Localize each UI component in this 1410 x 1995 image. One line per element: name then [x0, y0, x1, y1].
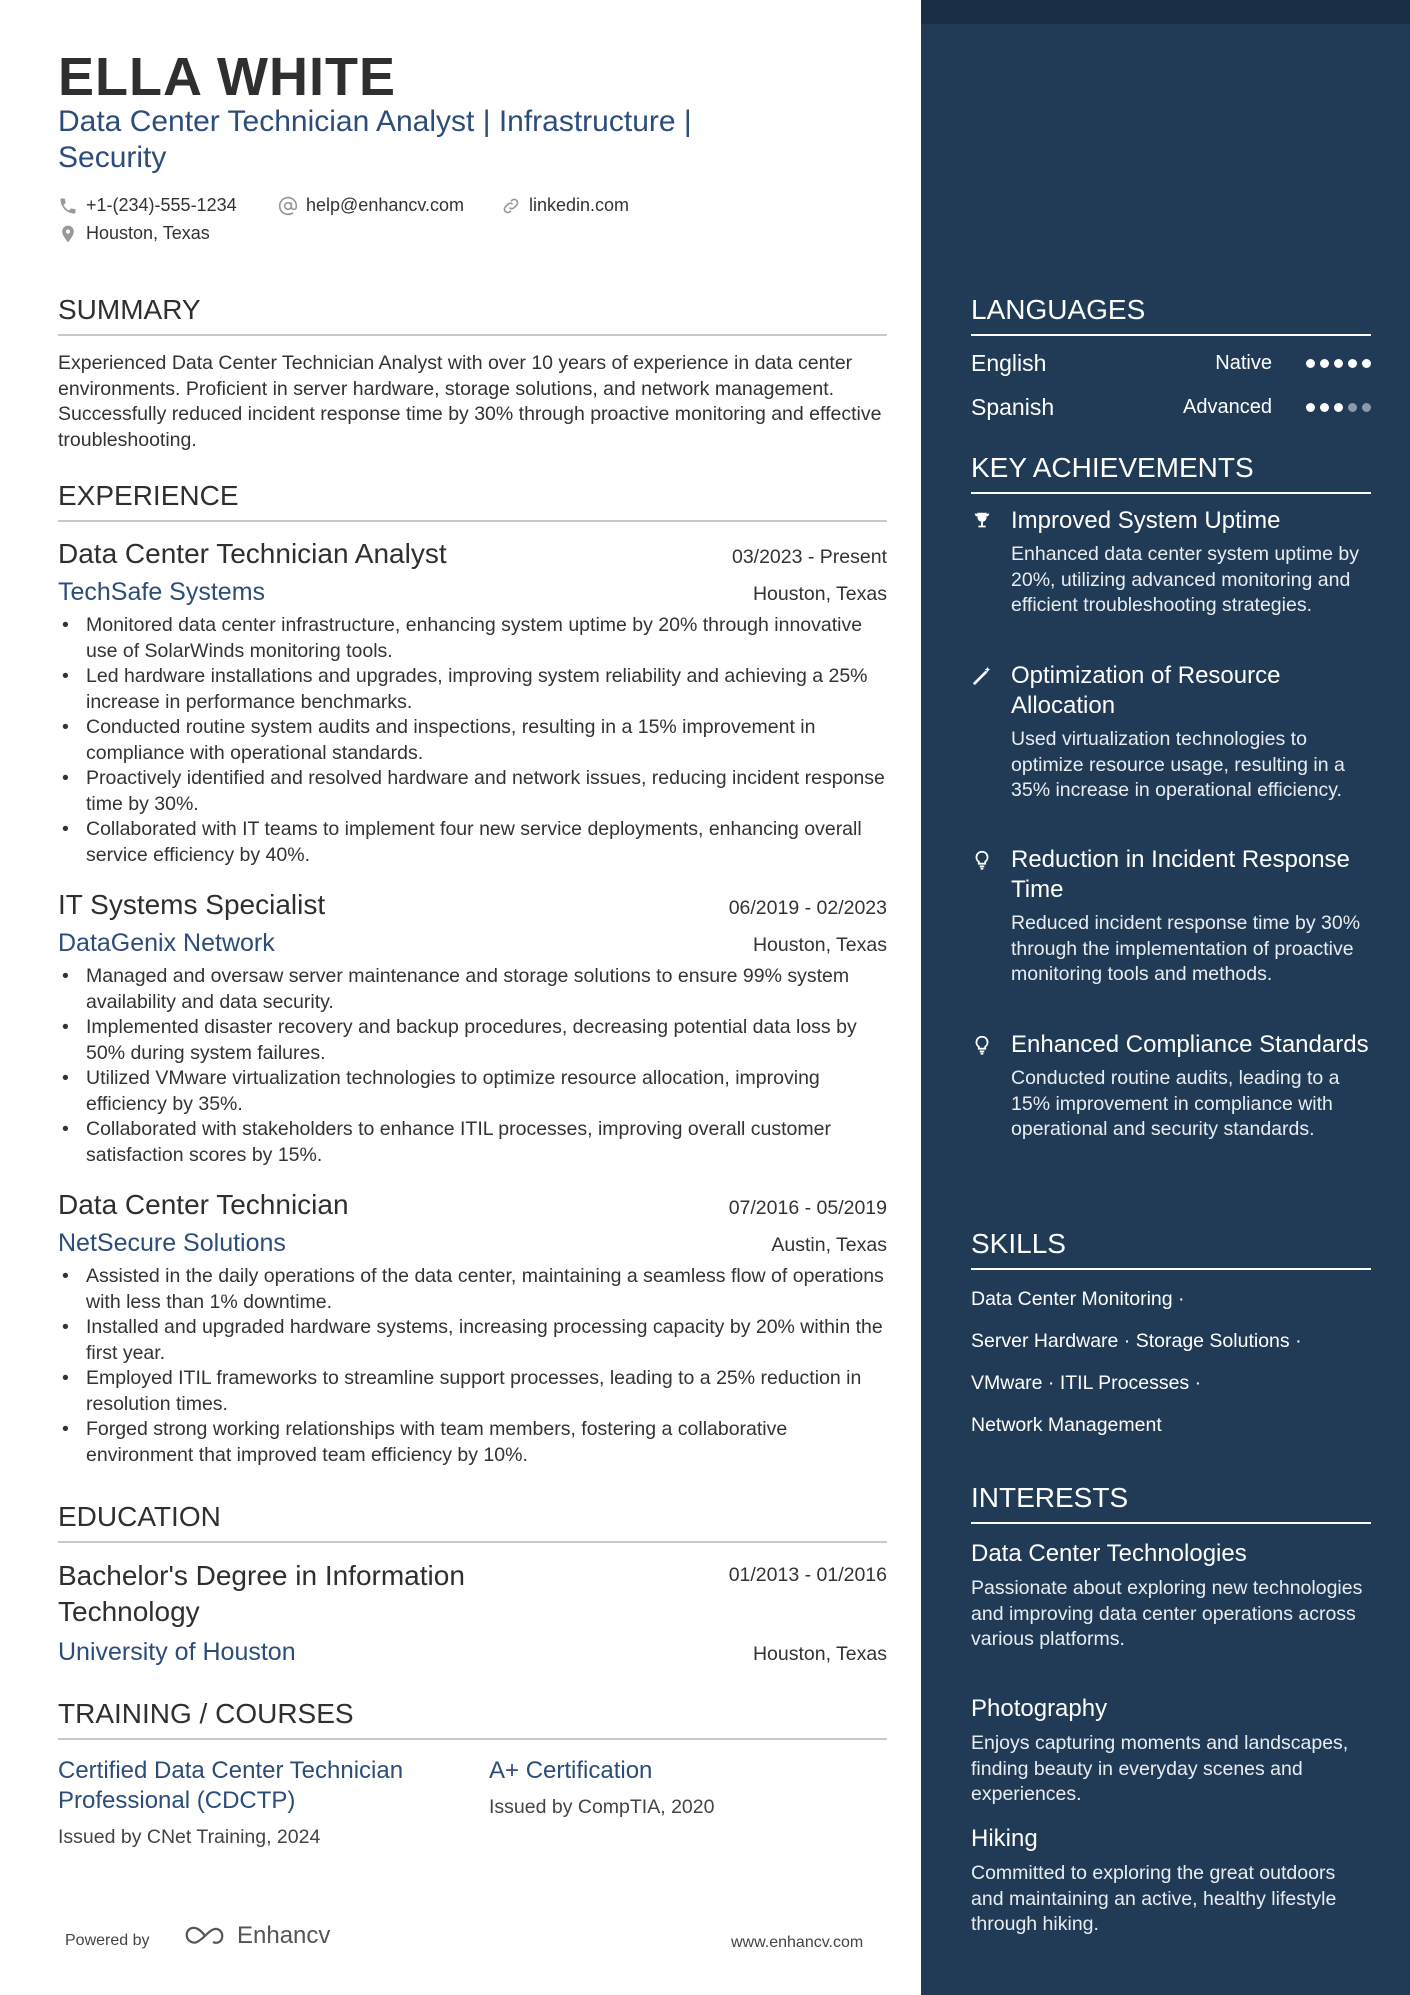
course-issuer: Issued by CompTIA, 2020 — [489, 1796, 715, 1818]
level-dot — [1306, 359, 1315, 368]
job-company: NetSecure Solutions — [58, 1229, 286, 1257]
job-company: DataGenix Network — [58, 929, 275, 957]
language-name: Spanish — [971, 394, 1055, 420]
location-text: Houston, Texas — [86, 223, 210, 243]
achievement-item — [971, 1030, 1371, 1143]
education-dates: 01/2013 - 01/2016 — [728, 1564, 887, 1586]
phone-contact — [58, 195, 237, 216]
enhancv-brand: Enhancv — [237, 1922, 331, 1949]
language-level: Advanced — [1183, 396, 1272, 418]
interest-title: Photography — [971, 1695, 1108, 1722]
achievement-item — [971, 506, 1371, 619]
powered-by-label: Powered by — [65, 1932, 150, 1949]
lightbulb-icon — [971, 849, 993, 871]
lightbulb-icon — [971, 1034, 993, 1056]
interest-item — [971, 1540, 1371, 1653]
linkedin-text[interactable]: linkedin.com — [529, 195, 630, 215]
summary-text: Experienced Data Center Technician Analyst with over 10 years of experience in data center environments. Proficient in server hardware, storage solutions, and network management. Successfully reduced incident response time by 30% through proactive monitoring and effective troubleshooting. — [58, 352, 882, 451]
achievement-desc: Conducted routine audits, leading to a 15% improvement in compliance with operational and security standards. — [1011, 1067, 1340, 1140]
job-dates: 06/2019 - 02/2023 — [728, 897, 887, 919]
interest-title: Hiking — [971, 1825, 1038, 1852]
level-dot — [1334, 359, 1343, 368]
enhancv-logo[interactable] — [183, 1922, 330, 1950]
course-entry — [489, 1756, 889, 1819]
skill-line: Server Hardware · Storage Solutions · — [971, 1330, 1302, 1352]
job-title: IT Systems Specialist — [58, 889, 326, 920]
linkedin-contact — [501, 195, 629, 216]
skill-line: VMware · ITIL Processes · — [971, 1372, 1202, 1394]
course-issuer: Issued by CNet Training, 2024 — [58, 1826, 321, 1848]
degree-title: Bachelor's Degree in Information Technology — [58, 1560, 465, 1627]
experience-heading: EXPERIENCE — [58, 480, 887, 522]
education-entry — [58, 1558, 887, 1667]
email-text[interactable]: help@enhancv.com — [306, 195, 465, 215]
education-heading: EDUCATION — [58, 1501, 887, 1543]
candidate-title: Data Center Technician Analyst | Infrastructure | Security — [58, 105, 692, 174]
course-title: A+ Certification — [489, 1757, 653, 1784]
language-dots — [1306, 403, 1371, 412]
achievement-desc: Used virtualization technologies to optimize resource usage, resulting in a 35% increase in operational efficiency. — [1011, 728, 1345, 801]
languages-heading: LANGUAGES — [971, 294, 1371, 336]
phone-text: +1-(234)-555-1234 — [86, 195, 237, 215]
location-contact — [58, 223, 210, 244]
skills-heading: SKILLS — [971, 1228, 1371, 1270]
bullet-item: • Collaborated with stakeholders to enhance ITIL processes, improving overall customer satisfaction scores by 15%. — [58, 1117, 887, 1168]
magic-wand-icon — [971, 665, 993, 687]
language-name: English — [971, 350, 1047, 376]
job-location: Houston, Texas — [752, 583, 887, 605]
job-dates: 03/2023 - Present — [731, 546, 887, 568]
level-dot — [1348, 403, 1357, 412]
footer-url[interactable]: www.enhancv.com — [731, 1934, 864, 1951]
job-bullets — [58, 964, 887, 1168]
bullet-item: • Managed and oversaw server maintenance and storage solutions to ensure 99% system availability and data security. — [58, 964, 887, 1015]
language-row — [971, 350, 1371, 377]
achievement-title: Enhanced Compliance Standards — [1011, 1031, 1369, 1058]
bullet-item: • Conducted routine system audits and inspections, resulting in a 15% improvement in compliance with operational standards. — [58, 715, 887, 766]
level-dot — [1306, 403, 1315, 412]
trophy-icon — [971, 510, 993, 532]
bullet-item: • Installed and upgraded hardware systems, increasing processing capacity by 20% within the first year. — [58, 1315, 887, 1366]
job-company: TechSafe Systems — [58, 578, 266, 606]
bullet-item: • Proactively identified and resolved hardware and network issues, reducing incident response time by 30%. — [58, 766, 887, 817]
link-icon — [501, 196, 521, 216]
job-bullets — [58, 613, 887, 868]
school-name: University of Houston — [58, 1638, 296, 1666]
job-location: Houston, Texas — [752, 934, 887, 956]
job-entry — [58, 1189, 887, 1468]
email-contact — [278, 195, 464, 216]
interest-item — [971, 1825, 1371, 1938]
course-entry — [58, 1756, 458, 1849]
achievement-item — [971, 661, 1371, 804]
job-title: Data Center Technician Analyst — [58, 538, 447, 569]
bullet-item: • Led hardware installations and upgrades, improving system reliability and achieving a 25% increase in performance benchmarks. — [58, 664, 887, 715]
training-heading: TRAINING / COURSES — [58, 1698, 887, 1740]
level-dot — [1320, 359, 1329, 368]
achievement-desc: Reduced incident response time by 30% through the implementation of proactive monitoring tools and methods. — [1011, 912, 1361, 985]
bullet-item: • Implemented disaster recovery and backup procedures, decreasing potential data loss by 50% during system failures. — [58, 1015, 887, 1066]
candidate-name: ELLA WHITE — [58, 47, 396, 107]
interests-heading: INTERESTS — [971, 1482, 1371, 1524]
bullet-item: • Assisted in the daily operations of the data center, maintaining a seamless flow of operations with less than 1% downtime. — [58, 1264, 887, 1315]
job-entry — [58, 889, 887, 1168]
course-title: Certified Data Center Technician Professional (CDCTP) — [58, 1757, 404, 1814]
level-dot — [1320, 403, 1329, 412]
job-title: Data Center Technician — [58, 1189, 349, 1220]
level-dot — [1362, 359, 1371, 368]
location-pin-icon — [58, 224, 78, 244]
at-icon — [278, 196, 298, 216]
language-dots — [1306, 359, 1371, 368]
bullet-item: • Forged strong working relationships with team members, fostering a collaborative environment that improved team efficiency by 10%. — [58, 1417, 887, 1468]
school-location: Houston, Texas — [752, 1643, 887, 1665]
skill-line: Data Center Monitoring · — [971, 1288, 1185, 1310]
summary-heading: SUMMARY — [58, 294, 887, 336]
job-location: Austin, Texas — [771, 1234, 887, 1256]
phone-icon — [58, 196, 78, 216]
achievement-desc: Enhanced data center system uptime by 20%, utilizing advanced monitoring and efficient troubleshooting strategies. — [1011, 543, 1359, 616]
bullet-item: • Monitored data center infrastructure, enhancing system uptime by 20% through innovative use of SolarWinds monitoring tools. — [58, 613, 887, 664]
level-dot — [1348, 359, 1357, 368]
interest-title: Data Center Technologies — [971, 1540, 1247, 1567]
interest-desc: Committed to exploring the great outdoors and maintaining an active, healthy lifestyle through hiking. — [971, 1862, 1337, 1935]
achievements-heading: KEY ACHIEVEMENTS — [971, 452, 1371, 494]
skill-line: Network Management — [971, 1414, 1162, 1436]
interest-item — [971, 1695, 1371, 1808]
sidebar-top-band — [921, 0, 1410, 24]
achievement-title: Improved System Uptime — [1011, 507, 1281, 534]
interest-desc: Passionate about exploring new technologies and improving data center operations across various platforms. — [971, 1577, 1363, 1650]
enhancv-logo-icon — [183, 1923, 231, 1949]
achievement-item — [971, 845, 1371, 988]
sidebar — [921, 0, 1410, 1995]
level-dot — [1334, 403, 1343, 412]
achievement-title: Optimization of Resource Allocation — [1011, 662, 1281, 719]
level-dot — [1362, 403, 1371, 412]
language-level: Native — [1215, 352, 1272, 374]
bullet-item: • Employed ITIL frameworks to streamline support processes, leading to a 25% reduction in resolution times. — [58, 1366, 887, 1417]
job-bullets — [58, 1264, 887, 1468]
achievement-title: Reduction in Incident Response Time — [1011, 846, 1350, 903]
language-row — [971, 394, 1371, 421]
bullet-item: • Utilized VMware virtualization technologies to optimize resource allocation, improving efficiency by 35%. — [58, 1066, 887, 1117]
bullet-item: • Collaborated with IT teams to implement four new service deployments, enhancing overall service efficiency by 40%. — [58, 817, 887, 868]
job-dates: 07/2016 - 05/2019 — [728, 1197, 887, 1219]
interest-desc: Enjoys capturing moments and landscapes, finding beauty in everyday scenes and experiences. — [971, 1732, 1349, 1805]
job-entry — [58, 538, 887, 868]
